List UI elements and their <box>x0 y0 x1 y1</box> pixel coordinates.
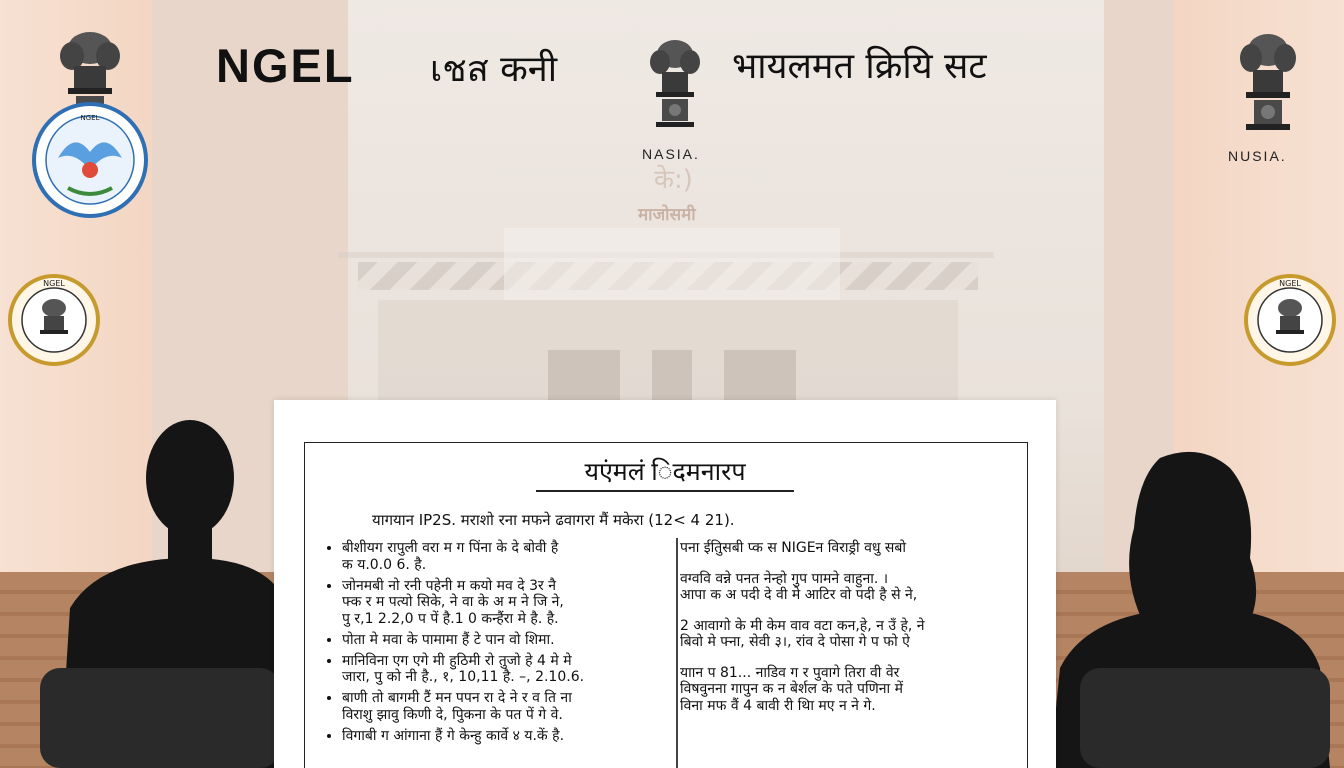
column-divider <box>676 538 678 768</box>
paragraph: याान प 81... नाडिव ग र पुवागे तिरा वी वेर विषवुनना गापुन क न बेर्शल के पते पणिना में विना मफ वैं 4 बावी री थिा मए न ने गे. <box>680 664 903 714</box>
center-emblem-label: NASIA. <box>642 146 700 162</box>
list-item: • पोता मे मवा के पामामा हैं टे पान वो शिमा. <box>342 632 664 649</box>
faded-caption: माजोसमी <box>638 205 696 225</box>
document-sheet <box>274 400 1056 768</box>
document-subtitle: यागयान IP2S. मराशो रना मफने ढवागरा मैं मकेरा (12< 4 21). <box>372 511 735 529</box>
list-item: • जोनमबी नो रनी पहेनी म कयो मव दे 3र नै फ्क र म पत्यो सिके, ने वा के अ म ने जि ने, पु र,1 2.2,0 प पें है.1 0 कन्हैंरा मे है. है. <box>342 578 664 628</box>
right-column <box>680 540 1020 728</box>
header-brand: NGEL <box>216 39 355 92</box>
right-person-silhouette-icon <box>1050 448 1344 768</box>
document-title: यएंमलं िदमनारप <box>584 457 746 486</box>
left-column <box>324 540 664 749</box>
paragraph: 2 आवागो के मी केम वाव वटा कन,हे, न उँ हे, ने बिवो मे फ्ना, सेवी ३।, रांव दे पोसा गे प फो ऐ <box>680 617 925 650</box>
title-underline <box>536 490 794 492</box>
left-bullet-list <box>324 540 664 744</box>
right-small-seal-icon <box>1242 272 1338 368</box>
center-lion-capital-icon <box>644 36 706 130</box>
seal-text: NGEL <box>43 279 65 288</box>
left-round-seal-icon <box>28 100 152 218</box>
list-item: • मानिविना एग एगे मी हुठिमी रो तुजो हे 4 मे मे जारा, पु को नी है., १, 10,11 है. –, 2.10.6. <box>342 653 664 686</box>
faded-mark: के:) <box>654 165 693 195</box>
paragraph: वग्ववि वन्ने पनत नेन्हो गुप पामने वाहुना. । आपा क अ पदी दे वी मे आटिर वो पदी है से ने, <box>680 570 918 603</box>
list-item: • बीशीयग रापुली वरा म ग पिंना के दे बोवी है क य.0.0 6. है. <box>342 540 664 573</box>
header-right-text: भायलमत क्रियि सट <box>732 46 987 87</box>
seal-text: NGEL <box>80 114 100 122</box>
right-lion-capital-icon <box>1232 28 1304 134</box>
seal-text: NGEL <box>1279 279 1301 288</box>
paragraph: पना ईतिुसबी प्क स NIGEन विराड्री वधु सबो <box>680 540 907 556</box>
list-item: • विगाबी ग आंगाना हैं गे केन्हु कार्वे ४ य.कें है. <box>342 728 664 745</box>
header-middle-text: เชส कनी <box>430 49 558 90</box>
building-top-block <box>504 228 840 300</box>
left-small-seal-icon <box>6 272 102 368</box>
list-item: • बाणी तो बागमी टैं मन पपन रा दे ने र व ति ना विराशु झावु किणी दे, पुिकना के पत पें गे वे. <box>342 690 664 723</box>
left-person-silhouette-icon <box>40 408 300 768</box>
right-emblem-label: NUSIA. <box>1228 148 1287 164</box>
